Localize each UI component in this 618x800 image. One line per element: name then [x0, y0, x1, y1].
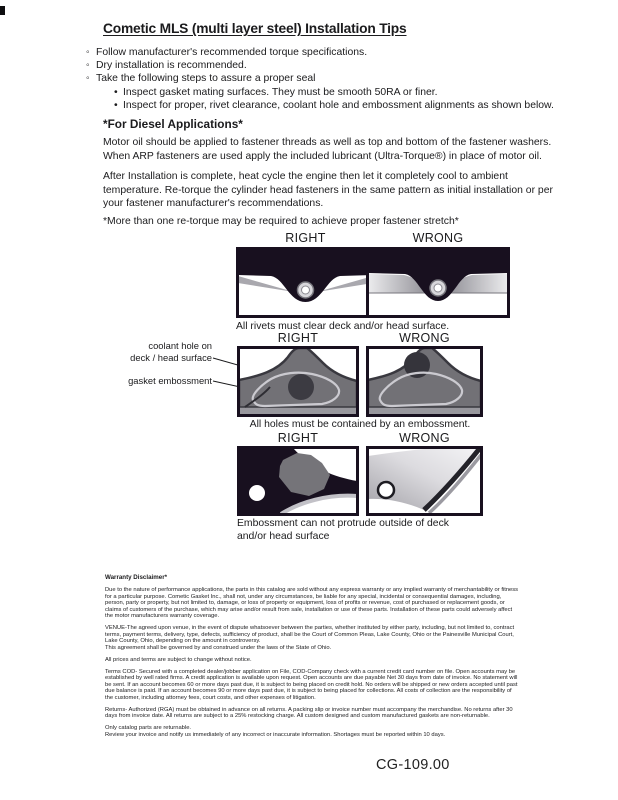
- rivet-clearance-wrong-diagram: [366, 247, 510, 318]
- diesel-paragraph-2: After Installation is complete, heat cycle the engine then let it completely cool to ambient temperature. Re-torque the cylinder head fasteners in the same pattern as initial installation or per your fastener manufacturer's recommendations.: [103, 171, 553, 210]
- list-item: [86, 86, 566, 99]
- installation-tips-list: [86, 46, 566, 112]
- disclaimer-paragraph: Due to the nature of performance applications, the parts in this catalog are sold without any express warranty or any implied warranty of merchantability or fitness for a particular purpose. Cometic Gasket Inc., shall not, under any circumstances, be liable for any special, incidental or consequential damages, including, person, party or property, but not limited to, damage, or loss of property or equipment, loss of profits or revenue, cost of purchased or replacement goods, or claims of customers of the purchase, which may arise and/or result from sale, installation or use of these parts. Installation of these parts could adversely affect the motor manufacturers warranty coverage.: [105, 587, 519, 619]
- page-title: Cometic MLS (multi layer steel) Installation Tips: [103, 21, 407, 36]
- list-item: [86, 46, 566, 59]
- circle-bullet-icon: ◦: [86, 47, 90, 58]
- circle-bullet-icon: ◦: [86, 73, 90, 85]
- protrusion-wrong-diagram: [366, 446, 483, 516]
- dot-bullet-icon: •: [114, 99, 118, 111]
- disclaimer-paragraph: All prices and terms are subject to change without notice.: [105, 656, 252, 663]
- disclaimer-paragraph: Terms COD- Secured with a completed dealer/jobber application on File, COD-Company check with a current credit card number on file. Open accounts may be established by well rated firms. A credit application is available upon request. Open accounts are due payable Net 30 days from date of invoice. No statement will be sent. If an account becomes 60 or more days past due, it is subject to being placed on credit hold. No orders will be shipped or new orders accepted until past due balance is paid. If an account becomes 90 or more days past due, it is subject to being placed for collections. All costs of collection are the responsibility of the customer, including attorney fees, court costs, and other expenses of litigation.: [105, 668, 518, 701]
- disclaimer-paragraph: Only catalog parts are returnable.: [105, 725, 192, 731]
- right-label: RIGHT: [277, 331, 319, 345]
- disclaimer-paragraph: VENUE-The agreed upon venue, in the event of dispute whatsoever between the parties, whether instituted by either party, including, but not limited to, contract terms, payment terms, delivery, type, defects, sufficiency of product, shall be the Court of Common Pleas, Lake County, Ohio or the Painesville Municipal Court, Lake County, Ohio, depending on the amount in controversy.: [105, 625, 515, 644]
- coolant-hole-label: deck / head surface: [130, 351, 212, 363]
- scan-edge-mark: [0, 6, 5, 15]
- catalog-page-code: CG-109.00: [376, 757, 450, 773]
- coolant-hole-right-diagram: [237, 346, 359, 417]
- wrong-label: WRONG: [412, 231, 464, 245]
- disclaimer-paragraph: Review your invoice and notify us immediately of any incorrect or inaccurate information. Shortages must be reported within 10 days.: [105, 731, 446, 738]
- embossment-caption: All holes must be contained by an embossment.: [249, 419, 471, 430]
- retorque-note: *More than one re-torque may be required to achieve proper fastener stretch*: [103, 216, 459, 227]
- list-item: [86, 59, 566, 72]
- disclaimer-paragraph: This agreement shall be governed by and construed under the laws of the State of Ohio.: [105, 644, 332, 651]
- coolant-hole-label: coolant hole on: [148, 340, 212, 351]
- diagram-annotations: [95, 340, 212, 387]
- diesel-applications-heading: *For Diesel Applications*: [103, 117, 243, 131]
- disclaimer-paragraph: Returns- Authorized (RGA) must be obtained in advance on all returns. A packing slip or invoice number must accompany the merchandise. No returns after 30 days from invoice date. All returns are subject to a 25% restocking charge. All custom designed and custom manufactured gaskets are non-returnable.: [105, 706, 513, 719]
- list-item: [86, 99, 566, 112]
- diesel-paragraph-1: Motor oil should be applied to fastener threads as well as top and bottom of the fastener washers. When ARP fasteners are used apply the included lubricant (Ultra-Torque®) in place of motor oil.: [103, 137, 552, 162]
- list-item: [86, 72, 566, 85]
- protrusion-caption: [237, 518, 497, 544]
- tip-text: Dry installation is recommended.: [96, 60, 247, 72]
- tip-text: Follow manufacturer's recommended torque specifications.: [96, 47, 368, 58]
- circle-bullet-icon: ◦: [86, 60, 90, 72]
- right-label: RIGHT: [277, 431, 319, 445]
- rivet-caption: All rivets must clear deck and/or head surface.: [236, 321, 450, 332]
- warranty-disclaimer: [105, 574, 520, 744]
- protrusion-caption-line2: and/or head surface: [237, 530, 330, 542]
- gasket-embossment-label: gasket embossment: [128, 375, 212, 386]
- tip-text: Inspect gasket mating surfaces. They must be smooth 50RA or finer.: [123, 86, 438, 98]
- protrusion-right-diagram: [237, 446, 359, 516]
- right-label: RIGHT: [285, 231, 326, 245]
- wrong-label: WRONG: [399, 331, 450, 345]
- rivet-clearance-right-diagram: [236, 247, 375, 318]
- wrong-label: WRONG: [399, 431, 450, 445]
- tip-text: Take the following steps to assure a proper seal: [96, 73, 316, 85]
- coolant-hole-wrong-diagram: [366, 346, 483, 417]
- disclaimer-heading: Warranty Disclaimer*: [105, 574, 168, 581]
- protrusion-caption-line1: Embossment can not protrude outside of deck: [237, 518, 449, 529]
- tip-text: Inspect for proper, rivet clearance, coolant hole and embossment alignments as shown below.: [123, 99, 554, 111]
- dot-bullet-icon: •: [114, 86, 118, 98]
